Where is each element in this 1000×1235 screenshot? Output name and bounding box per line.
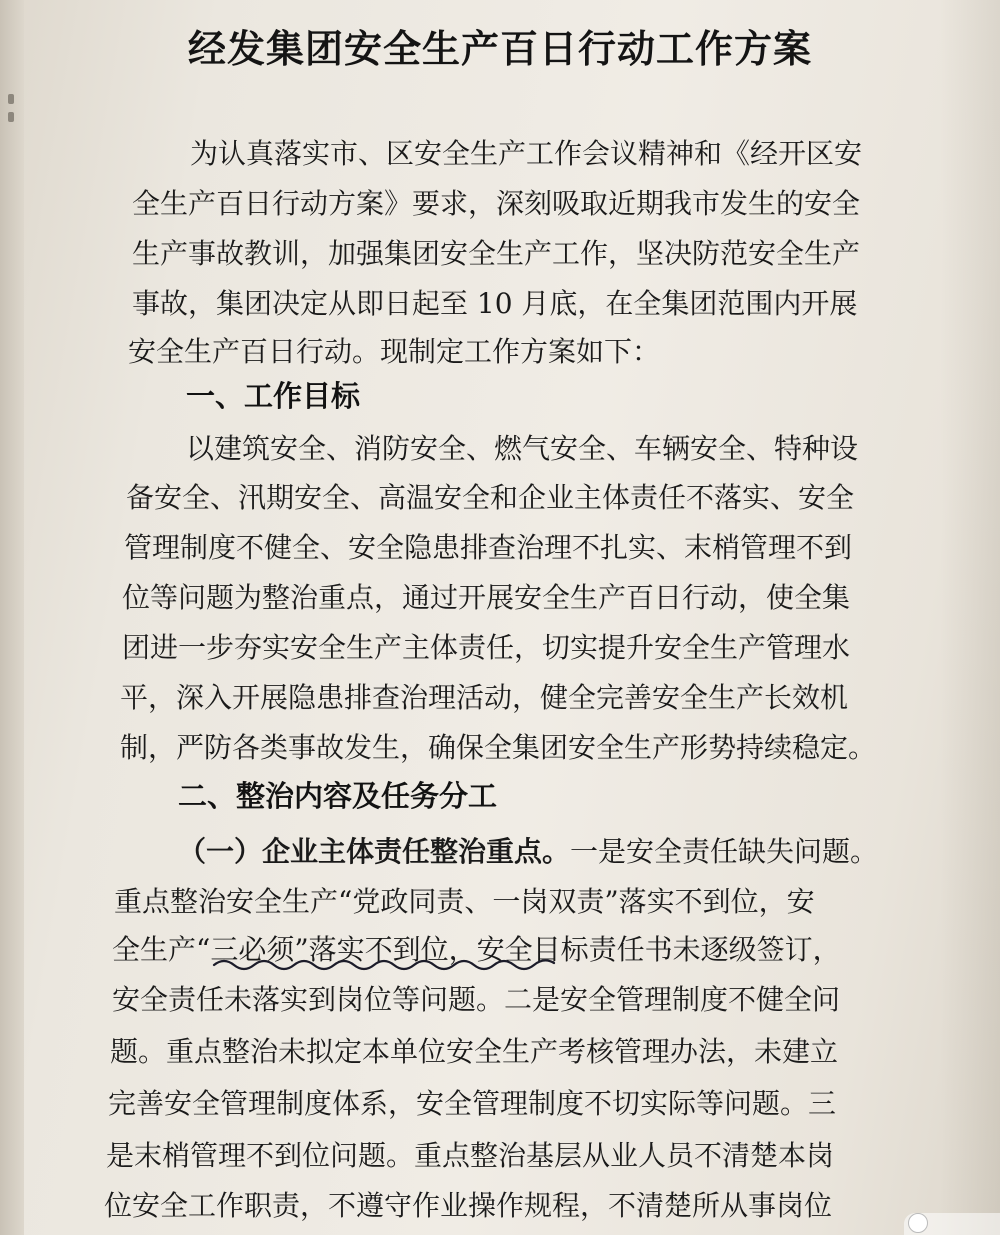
intro-line-1: 为认真落实市、区安全生产工作会议精神和《经开区安 xyxy=(190,137,863,170)
section1-heading: 一、工作目标 xyxy=(186,379,361,413)
page-left-edge xyxy=(0,0,24,1235)
section2-item1-label: （一）企业主体责任整治重点。 xyxy=(178,835,571,868)
section1-line-5: 团进一步夯实安全生产主体责任，切实提升安全生产管理水 xyxy=(122,631,851,664)
section2-line-3: 安全责任未落实到岗位等问题。二是安全管理制度不健全问 xyxy=(112,983,841,1016)
section2-item1-first-line xyxy=(178,835,879,868)
section2-line-1: 重点整治安全生产“党政同责、一岗双责”落实不到位，安 xyxy=(114,885,815,918)
section1-line-2: 备安全、汛期安全、高温安全和企业主体责任不落实、安全 xyxy=(126,481,855,514)
watermark-logo-icon xyxy=(908,1213,928,1233)
section1-line-3: 管理制度不健全、安全隐患排查治理不扎实、末梢管理不到 xyxy=(124,531,853,564)
section2-line-6: 是末梢管理不到位问题。重点整治基层从业人员不清楚本岗 xyxy=(106,1139,835,1172)
section1-line-6: 平，深入开展隐患排查治理活动，健全完善安全生产长效机 xyxy=(120,681,849,714)
handwritten-wavy-underline xyxy=(212,955,572,975)
section1-line-1: 以建筑安全、消防安全、燃气安全、车辆安全、特种设 xyxy=(186,432,859,465)
section1-line-7: 制，严防各类事故发生，确保全集团安全生产形势持续稳定。 xyxy=(120,731,877,764)
section2-line-2: 全生产“三必须”落实不到位，安全目标责任书未逐级签订， xyxy=(112,933,841,966)
section2-line-5: 完善安全管理制度体系，安全管理制度不切实际等问题。三 xyxy=(108,1087,837,1120)
section2-item1-first-rest: 一是安全责任缺失问题。 xyxy=(570,835,879,868)
intro-line-5: 安全生产百日行动。现制定工作方案如下： xyxy=(128,335,661,368)
intro-line-2: 全生产百日行动方案》要求，深刻吸取近期我市发生的安全 xyxy=(132,187,861,220)
section1-line-4: 位等问题为整治重点，通过开展安全生产百日行动，使全集 xyxy=(122,581,851,614)
section2-line-4: 题。重点整治未拟定本单位安全生产考核管理办法，未建立 xyxy=(110,1035,839,1068)
document-title: 经发集团安全生产百日行动工作方案 xyxy=(187,27,812,71)
intro-line-4: 事故，集团决定从即日起至 10 月底，在全集团范围内开展 xyxy=(132,287,858,320)
section2-heading: 二、整治内容及任务分工 xyxy=(178,779,498,813)
intro-line-3: 生产事故教训，加强集团安全生产工作，坚决防范安全生产 xyxy=(132,237,861,270)
page-shadow xyxy=(940,0,1000,1235)
section2-line-7: 位安全工作职责，不遵守作业操作规程，不清楚所从事岗位 xyxy=(104,1189,833,1222)
binder-mark xyxy=(8,112,14,122)
binder-mark xyxy=(8,94,14,104)
